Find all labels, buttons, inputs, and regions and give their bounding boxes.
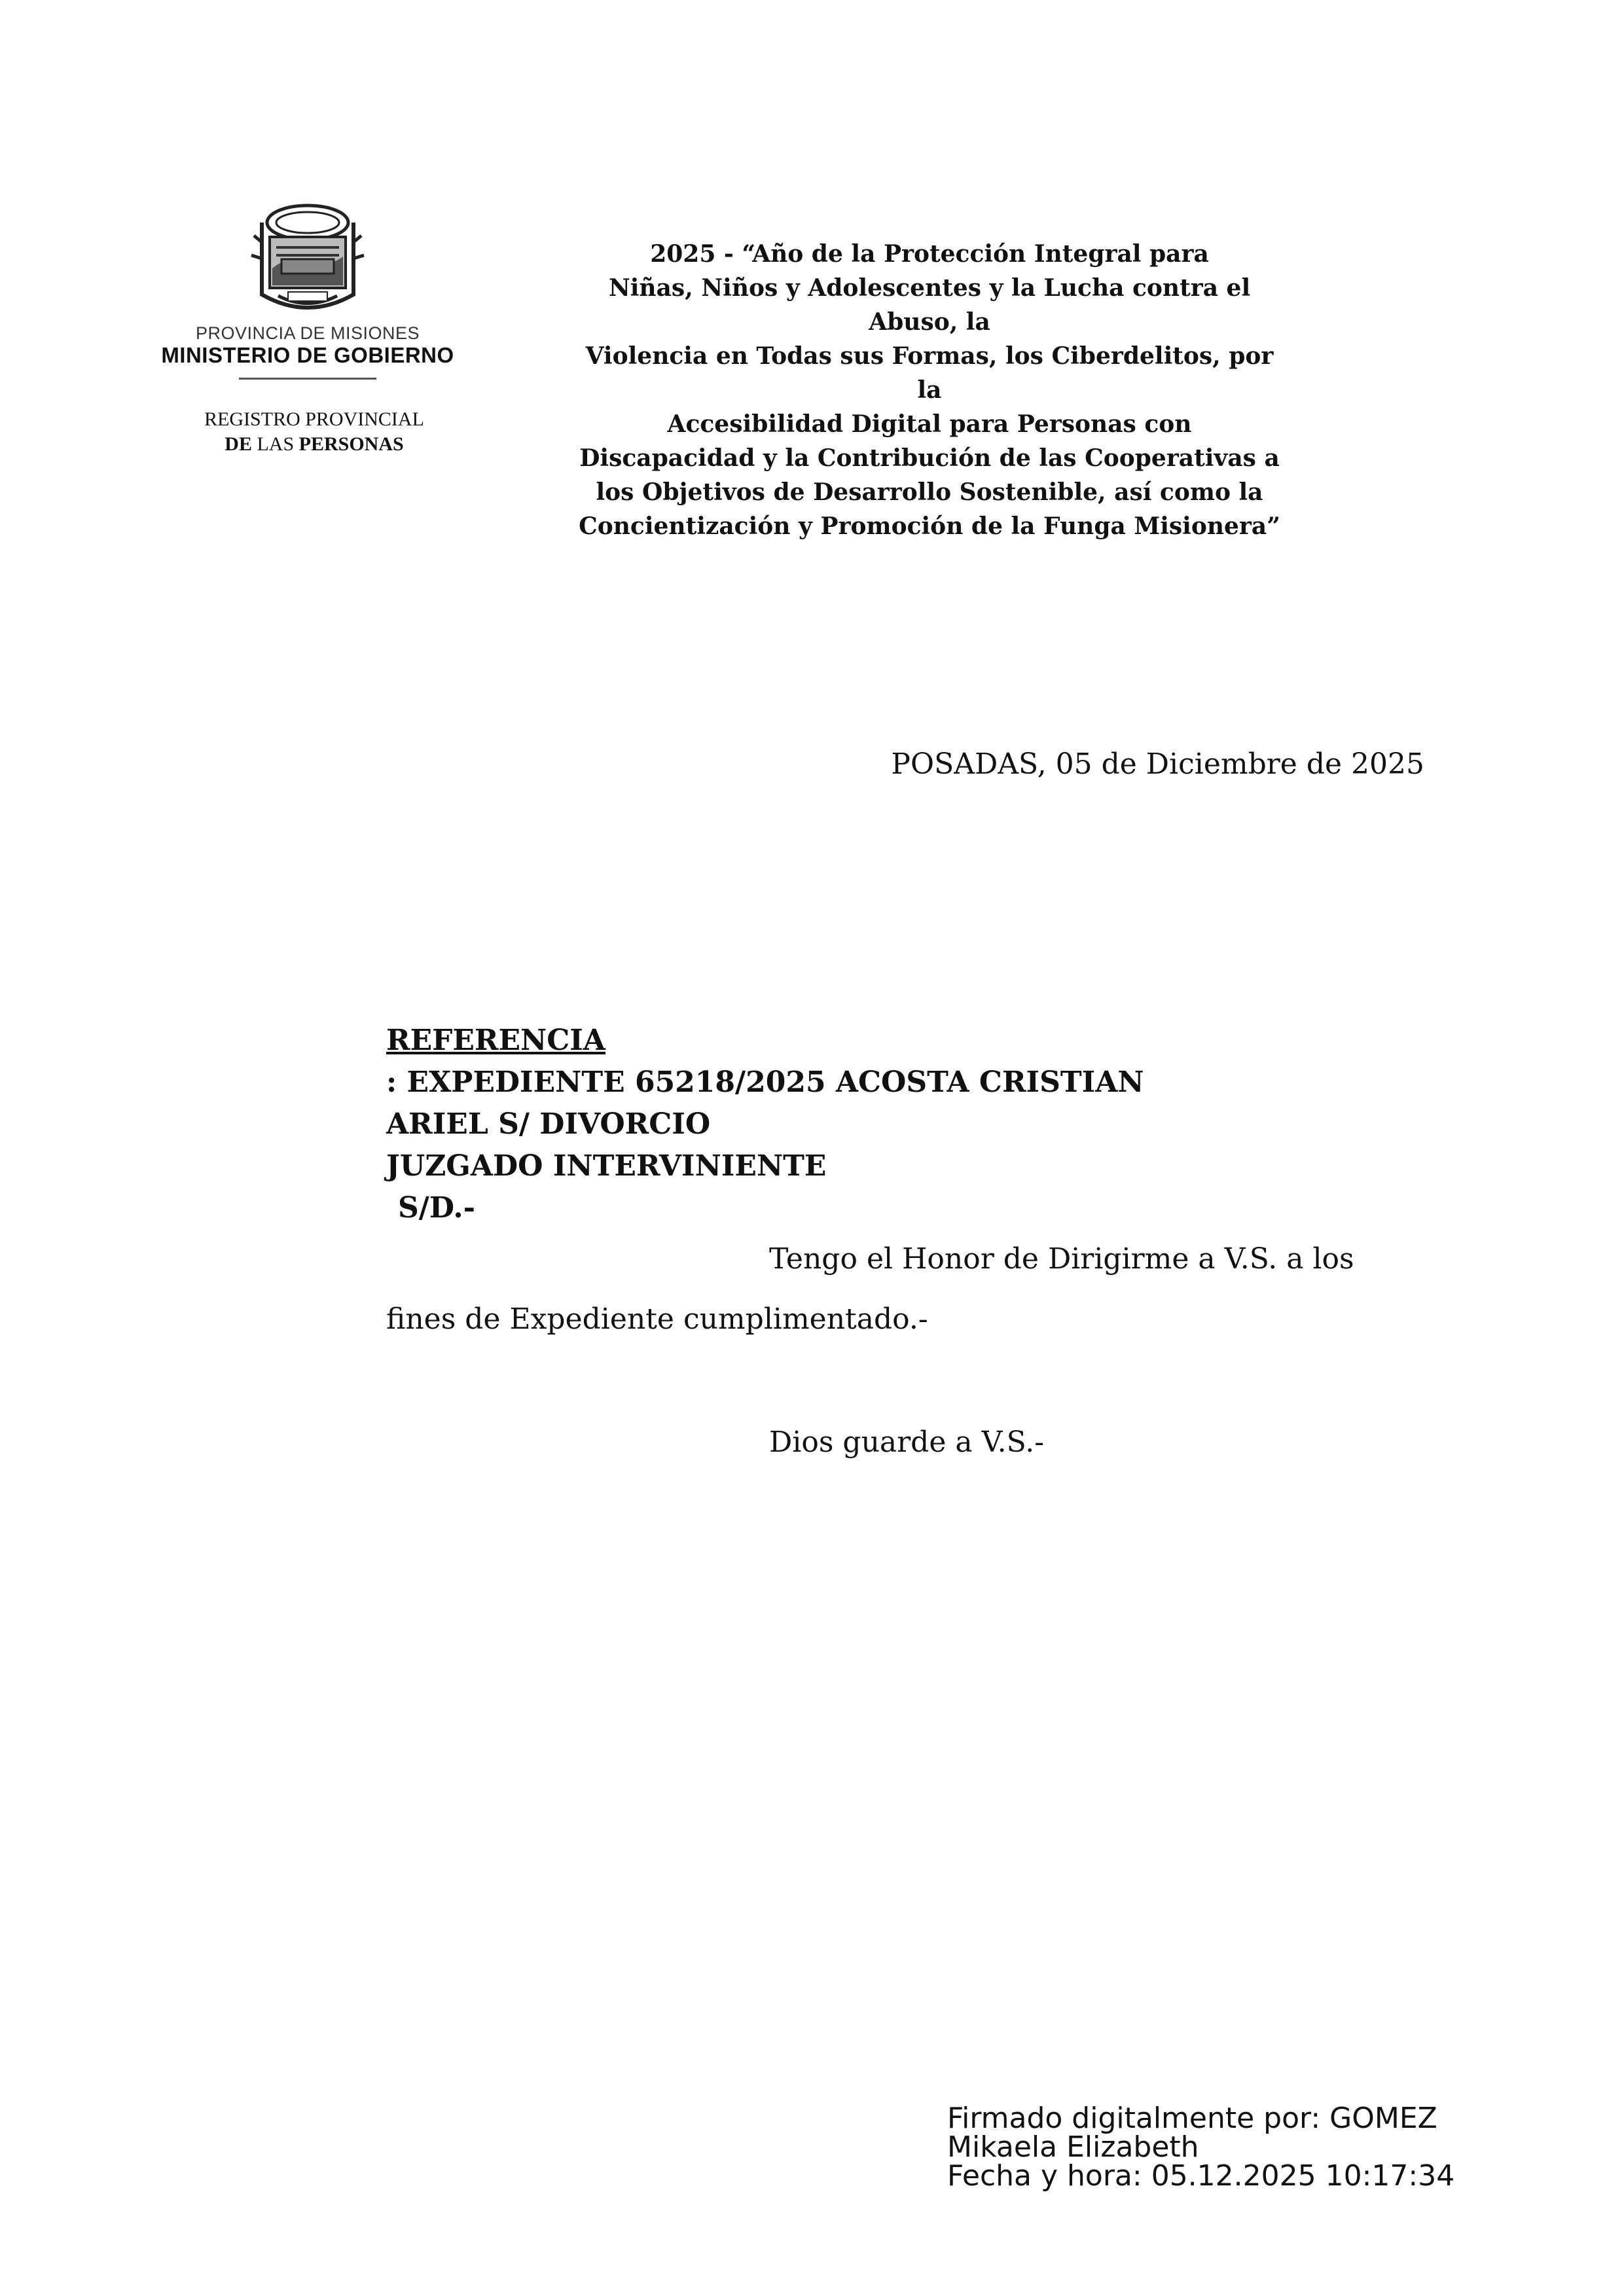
signature-line-2: Mikaela Elizabeth xyxy=(947,2130,1199,2164)
body-line-2: fines de Expediente cumplimentado.- xyxy=(386,1302,928,1336)
motto-line: Niñas, Niños y Adolescentes y la Lucha contra el xyxy=(608,274,1251,302)
ministry-name: MINISTERIO DE GOBIERNO xyxy=(161,343,454,367)
reference-case: : EXPEDIENTE 65218/2025 ACOSTA CRISTIAN xyxy=(386,1066,1144,1099)
provincial-coat-of-arms-icon xyxy=(242,196,373,321)
motto-line: 2025 - “Año de la Protección Integral para xyxy=(650,240,1209,268)
motto-line: la xyxy=(917,376,942,404)
reference-line-3: JUZGADO INTERVINIENTE xyxy=(386,1149,827,1183)
registry-line-2 xyxy=(157,432,471,457)
motto-line: Violencia en Todas sus Formas, los Ciberdelitos, por xyxy=(585,342,1274,370)
digital-signature xyxy=(947,2104,1484,2191)
province-name: PROVINCIA DE MISIONES xyxy=(195,323,420,343)
registry-line-1: REGISTRO PROVINCIAL xyxy=(204,408,424,430)
registry-personas: PERSONAS xyxy=(298,433,404,455)
document-date: POSADAS, 05 de Diciembre de 2025 xyxy=(891,747,1424,781)
reference-block xyxy=(386,1020,1447,1229)
closing-salutation: Dios guarde a V.S.- xyxy=(769,1426,1045,1459)
motto-line: Concientización y Promoción de la Funga Misionera” xyxy=(579,512,1280,540)
motto-line: Abuso, la xyxy=(869,308,990,336)
reference-line-1 xyxy=(386,1020,1447,1103)
registry-de: DE xyxy=(225,433,252,455)
registry-las: LAS xyxy=(251,433,299,455)
signature-line-3: Fecha y hora: 05.12.2025 10:17:34 xyxy=(947,2159,1455,2193)
reference-line-4: S/D.- xyxy=(398,1191,476,1225)
motto-line: Accesibilidad Digital para Personas con xyxy=(667,410,1192,438)
reference-line-2: ARIEL S/ DIVORCIO xyxy=(386,1107,711,1141)
motto-line: los Objetivos de Desarrollo Sostenible, así como la xyxy=(596,478,1263,506)
body-line-1: Tengo el Honor de Dirigirme a V.S. a los xyxy=(769,1242,1354,1276)
letter-body xyxy=(386,1240,1447,1339)
reference-label: REFERENCIA xyxy=(386,1024,605,1057)
motto-line: Discapacidad y la Contribución de las Cooperativas a xyxy=(579,444,1280,472)
official-year-motto xyxy=(497,237,1362,543)
header-divider xyxy=(239,378,376,380)
signature-line-1: Firmado digitalmente por: GOMEZ xyxy=(947,2102,1437,2135)
registry-name xyxy=(157,407,471,457)
